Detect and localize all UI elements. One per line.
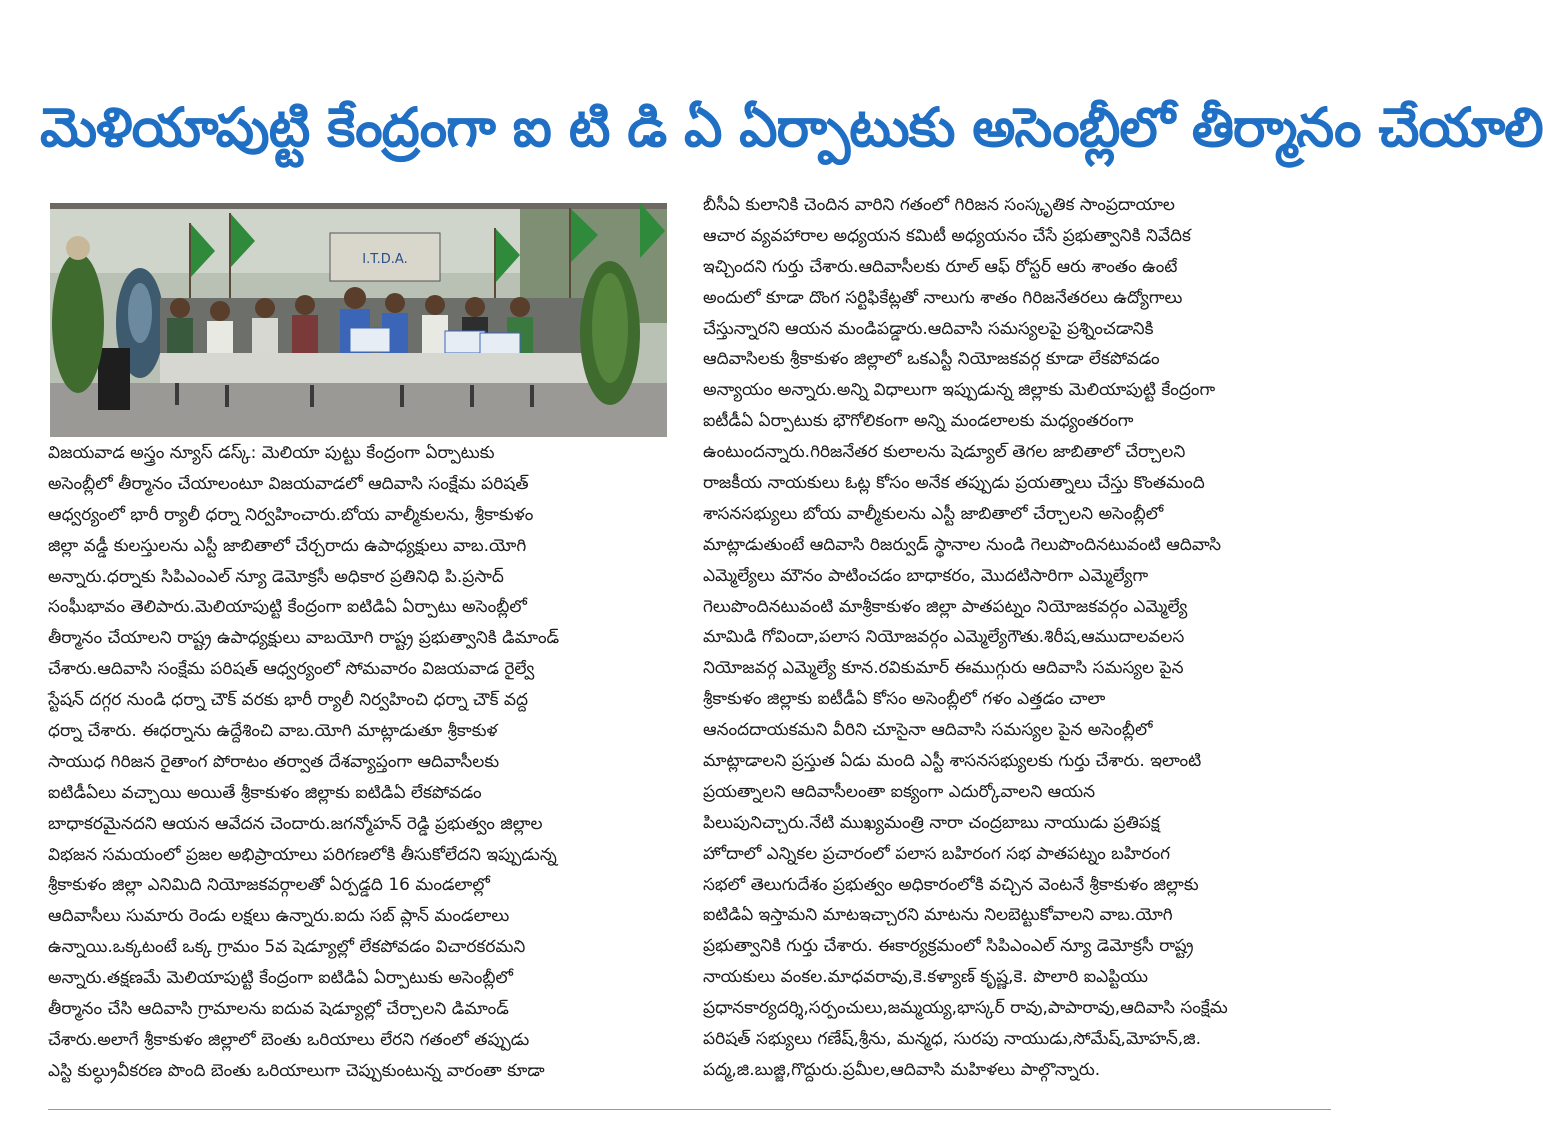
bottom-divider xyxy=(48,1109,1331,1110)
article-line: అన్యాయం అన్నారు.అన్ని విధాలుగా ఇప్పుడున్న జిల్లాకు మెలియాపుట్టి కేంద్రంగా xyxy=(703,380,1216,401)
article-line: పిలుపునిచ్చారు.నేటి ముఖ్యమంత్రి నారా చంద్రబాబు నాయుడు ప్రతిపక్ష xyxy=(703,812,1160,833)
article-line: తీర్మానం చేసి ఆదివాసి గ్రామాలను ఐదువ షెడ్యూల్లో చేర్చాలని డిమాండ్ xyxy=(48,999,509,1020)
article-line: సాయుధ గిరిజన రైతాంగ పోరాటం తర్వాత దేశవ్యాప్తంగా ఆదివాసీలకు xyxy=(48,751,500,772)
article-line: ఎమ్మెల్యేలు మౌనం పాటించడం బాధాకరం, మొదటిసారిగా ఎమ్మెల్యేగా xyxy=(703,565,1149,586)
article-line: ప్రయత్నాలని ఆదివాసీలంతా ఐక్యంగా ఎదుర్కోవాలని ఆయన xyxy=(703,781,1096,802)
article-right-column xyxy=(703,190,1333,1086)
article-line: మాట్లాడుతుంటే ఆదివాసి రిజర్వుడ్ స్థానాల నుండి గెలుపొందినటువంటి ఆదివాసి xyxy=(703,534,1222,555)
protest-photo xyxy=(50,203,667,437)
article-line: శాసనసభ్యులు బోయ వాల్మీకులను ఎస్టీ జాబితాలో చేర్చాలని అసెంబ్లీలో xyxy=(703,503,1164,524)
article-line: చేశారు.ఆదివాసి సంక్షేమ పరిషత్ ఆధ్వర్యంలో సోమవారం విజయవాడ రైల్వే xyxy=(48,659,535,680)
article-line: ఐటిడిఏ ఇస్తామని మాటఇచ్చారని మాటను నిలబెట్టుకోవాలని వాబ.యోగి xyxy=(703,905,1173,926)
article-line: ఆధ్వర్యంలో భారీ ర్యాలీ ధర్నా నిర్వహించారు.బోయ వాల్మీకులను, శ్రీకాకుళం xyxy=(48,504,534,525)
headline: మెళియాపుట్టి కేంద్రంగా ఐ టి డి ఏ ఏర్పాటుకు అసెంబ్లీలో తీర్మానం చేయాలి xyxy=(40,96,1543,159)
article-line: గెలుపొందినటువంటి మాశ్రీకాకుళం జిల్లా పాతపట్నం నియోజకవర్గం ఎమ్మెల్యే xyxy=(703,596,1188,617)
article-line: అందులో కూడా దొంగ సర్టిఫికేట్లతో నాలుగు శాతం గిరిజనేతరలు ఉద్యోగాలు xyxy=(703,287,1183,308)
article-line: మామిడి గోవిందా,పలాస నియోజవర్గం ఎమ్మెల్యేగౌతు.శిరీష,ఆముదాలవలస xyxy=(703,627,1185,648)
article-line: సంఘీభావం తెలిపారు.మెలియాపుట్టి కేంద్రంగా ఐటిడిఏ ఏర్పాటు అసెంబ్లీలో xyxy=(48,597,527,618)
article-line: ఉన్నాయి.ఒక్కటంటే ఒక్క గ్రామం 5వ షెడ్యూల్లో లేకపోవడం విచారకరమని xyxy=(48,937,526,958)
article-line: ఐటీడీఏ ఏర్పాటుకు భౌగోలికంగా అన్ని మండలాలకు మధ్యంతరంగా xyxy=(703,411,1134,432)
article-line: జిల్లా వడ్డీ కులస్తులను ఎస్టీ జాబితాలో చేర్చరాదు ఉపాధ్యక్షులు వాబ.యోగి xyxy=(48,535,527,556)
article-line: అన్నారు.తక్షణమే మెలియాపుట్టి కేంద్రంగా ఐటిడిఏ ఏర్పాటుకు అసెంబ్లీలో xyxy=(48,968,514,989)
article-line: బాధాకరమైనదని ఆయన ఆవేదన చెందారు.జగన్మోహన్ రెడ్డి ప్రభుత్వం జిల్లాల xyxy=(48,813,543,834)
article-line: ఆదివాసీలు సుమారు రెండు లక్షలు ఉన్నారు.ఐదు సబ్ ప్లాన్ మండలాలు xyxy=(48,906,510,927)
article-line: ఉంటుందన్నారు.గిరిజనేతర కులాలను షెడ్యూల్ తెగల జాబితాలో చేర్చాలని xyxy=(703,442,1186,463)
article-line: ఆనందదాయకమని వీరిని చూసైనా ఆదివాసి సమస్యల పైన అసెంబ్లీలో xyxy=(703,720,1153,741)
article-line: బీసీఏ కులానికి చెందిన వారిని గతంలో గిరిజన సంస్కృతిక సాంప్రదాయాల xyxy=(703,195,1175,215)
article-line: ఆచార వ్యవహారాల అధ్యయన కమిటీ అధ్యయనం చేసే ప్రభుత్వానికి నివేదిక xyxy=(703,225,1191,246)
banner-text: I.T.D.A. xyxy=(362,252,408,267)
article-line: విభజన సమయంలో ప్రజల అభిప్రాయాలు పరిగణలోకి తీసుకోలేదని ఇప్పుడున్న xyxy=(48,844,557,865)
article-left-column xyxy=(48,438,670,1087)
article-line: రాజకీయ నాయకులు ఓట్ల కోసం అనేక తప్పుడు ప్రయత్నాలు చేస్తు కొంతమంది xyxy=(703,473,1205,494)
article-line: అన్నారు.ధర్నాకు సిపిఎంఎల్ న్యూ డెమోక్రసీ అధికార ప్రతినిధి పి.ప్రసాద్ xyxy=(48,566,504,587)
article-line: శ్రీకాకుళం జిల్లా ఎనిమిది నియోజకవర్గాలతో ఏర్పడ్డది 16 మండలాల్లో xyxy=(48,875,490,896)
article-line: చేశారు.అలాగే శ్రీకాకుళం జిల్లాలో బెంతు ఒరియాలు లేరని గతంలో తప్పుడు xyxy=(48,1029,530,1050)
article-line: విజయవాడ అస్త్రం న్యూస్ డస్క్: మెలియా పుట్టు కేంద్రంగా ఏర్పాటుకు xyxy=(48,443,495,463)
article-line: స్టేషన్ దగ్గర నుండి ధర్నా చౌక్ వరకు భారీ ర్యాలీ నిర్వహించి ధర్నా చౌక్ వద్ద xyxy=(48,690,528,711)
article-line: నాయకులు వంకల.మాధవరావు,కె.కళ్యాణ్ కృష్ణ,కె. పొలారి ఐఎప్టియు xyxy=(703,967,1149,988)
article-line: పరిషత్ సభ్యులు గణేష్,శ్రీను, మన్మధ, సురపు నాయుడు,సోమేష్,మోహన్,జి. xyxy=(703,1029,1201,1050)
article-line: ఇచ్చిందని గుర్తు చేశారు.ఆదివాసీలకు రూల్ ఆఫ్ రోస్టర్ ఆరు శాంతం ఉంటే xyxy=(703,256,1178,277)
article-line: ఆదివాసిలకు శ్రీకాకుళం జిల్లాలో ఒకఎస్టీ నియోజకవర్గ కూడా లేకపోవడం xyxy=(703,349,1160,370)
article-line: ధర్నా చేశారు. ఈధర్నాను ఉద్దేశించి వాబ.యోగి మాట్లాడుతూ శ్రీకాకుళ xyxy=(48,721,498,742)
article-line: ప్రభుత్వానికి గుర్తు చేశారు. ఈకార్యక్రమంలో సిపిఎంఎల్ న్యూ డెమోక్రసీ రాష్ట్ర xyxy=(703,936,1194,957)
article-line: నియోజవర్గ ఎమ్మెల్యే కూన.రవికుమార్ ఈముగ్గురు ఆదివాసి సమస్యల పైన xyxy=(703,658,1184,679)
article-line: హోదాలో ఎన్నికల ప్రచారంలో పలాస బహిరంగ సభ పాతపట్నం బహిరంగ xyxy=(703,843,1171,864)
article-line: ఐటిడీఏలు వచ్చాయి అయితే శ్రీకాకుళం జిల్లాకు ఐటిడిఏ లేకపోవడం xyxy=(48,782,482,803)
article-line: ప్రధానకార్యదర్శి,సర్పంచులు,జమ్మయ్య,భాస్కర్ రావు,పాపారావు,ఆదివాసి సంక్షేమ xyxy=(703,998,1228,1019)
article-line: తీర్మానం చేయాలని రాష్ట్ర ఉపాధ్యక్షులు వాబయోగి రాష్ట్ర ప్రభుత్వానికి డిమాండ్ xyxy=(48,628,560,649)
article-line: సభలో తెలుగుదేశం ప్రభుత్వం అధికారంలోకి వచ్చిన వెంటనే శ్రీకాకుళం జిల్లాకు xyxy=(703,874,1199,895)
article-line: శ్రీకాకుళం జిల్లాకు ఐటీడీఏ కోసం అసెంబ్లీలో గళం ఎత్తడం చాలా xyxy=(703,689,1106,710)
article-line: అసెంబ్లీలో తీర్మానం చేయాలంటూ విజయవాడలో ఆదివాసి సంక్షేమ పరిషత్ xyxy=(48,473,529,494)
article-line: పద్మ,జి.బుజ్జి,గొద్దురు.ప్రమీల,ఆదివాసి మహిళలు పాల్గొన్నారు. xyxy=(703,1059,1101,1080)
article-line: ఎస్టి కుల్ధ్రువీకరణ పొంది బెంతు ఒరియాలుగా చెప్పుకుంటున్న వారంతా కూడా xyxy=(48,1060,545,1081)
article-line: చేస్తున్నారని ఆయన మండిపడ్డారు.ఆదివాసి సమస్యలపై ప్రశ్నించడానికి xyxy=(703,318,1154,339)
article-line: మాట్లాడాలని ప్రస్తుత ఏడు మంది ఎస్టీ శాసనసభ్యులకు గుర్తు చేశారు. ఇలాంటి xyxy=(703,751,1202,772)
protest-scene-image xyxy=(50,203,667,437)
